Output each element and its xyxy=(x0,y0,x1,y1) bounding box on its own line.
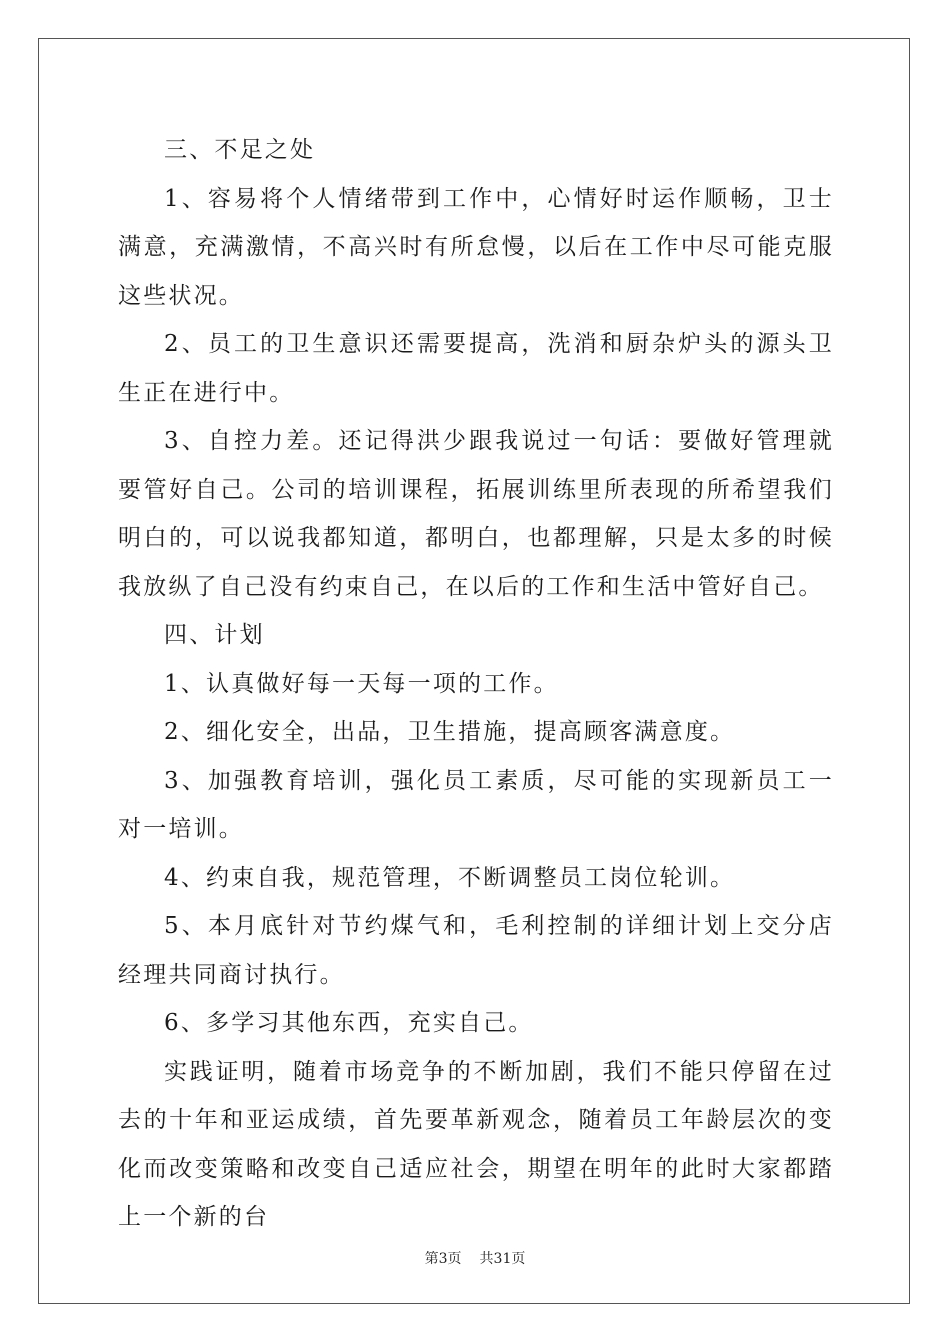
paragraph-plan-1: 1、认真做好每一天每一项的工作。 xyxy=(164,670,559,697)
section-heading-plan: 四、计划 xyxy=(164,622,265,648)
document-body xyxy=(118,126,834,1242)
paragraph-shortcoming-2: 2、员工的卫生意识还需要提高，洗消和厨杂炉头的源头卫生正在进行中。 xyxy=(118,331,834,406)
paragraph-shortcoming-3: 3、自控力差。还记得洪少跟我说过一句话：要做好管理就要管好自己。公司的培训课程，拓展训练里所表现的所希望我们明白的，可以说我都知道，都明白，也都理解，只是太多的时候我放纵了自己没有约束自己，在以后的工作和生活中管好自己。 xyxy=(118,428,834,600)
paragraph-shortcoming-1: 1、容易将个人情绪带到工作中，心情好时运作顺畅，卫士满意，充满激情，不高兴时有所怠慢，以后在工作中尽可能克服这些状况。 xyxy=(118,185,834,309)
paragraph-plan-6: 6、多学习其他东西，充实自己。 xyxy=(164,1010,534,1036)
paragraph-plan-5: 5、本月底针对节约煤气和，毛利控制的详细计划上交分店经理共同商讨执行。 xyxy=(118,913,834,988)
page-total: 共31页 xyxy=(479,1251,526,1267)
page-footer xyxy=(0,1248,950,1268)
paragraph-conclusion: 实践证明，随着市场竞争的不断加剧，我们不能只停留在过去的十年和亚运成绩，首先要革新观念，随着员工年龄层次的变化而改变策略和改变自己适应社会，期望在明年的此时大家都踏上一个新的台 xyxy=(118,1058,834,1230)
paragraph-plan-2: 2、细化安全，出品，卫生措施，提高顾客满意度。 xyxy=(164,719,736,745)
page-number: 第3页 xyxy=(424,1251,462,1267)
section-heading-shortcomings: 三、不足之处 xyxy=(164,137,316,163)
paragraph-plan-3: 3、加强教育培训，强化员工素质，尽可能的实现新员工一对一培训。 xyxy=(118,767,834,842)
paragraph-plan-4: 4、约束自我，规范管理，不断调整员工岗位轮训。 xyxy=(164,864,736,891)
